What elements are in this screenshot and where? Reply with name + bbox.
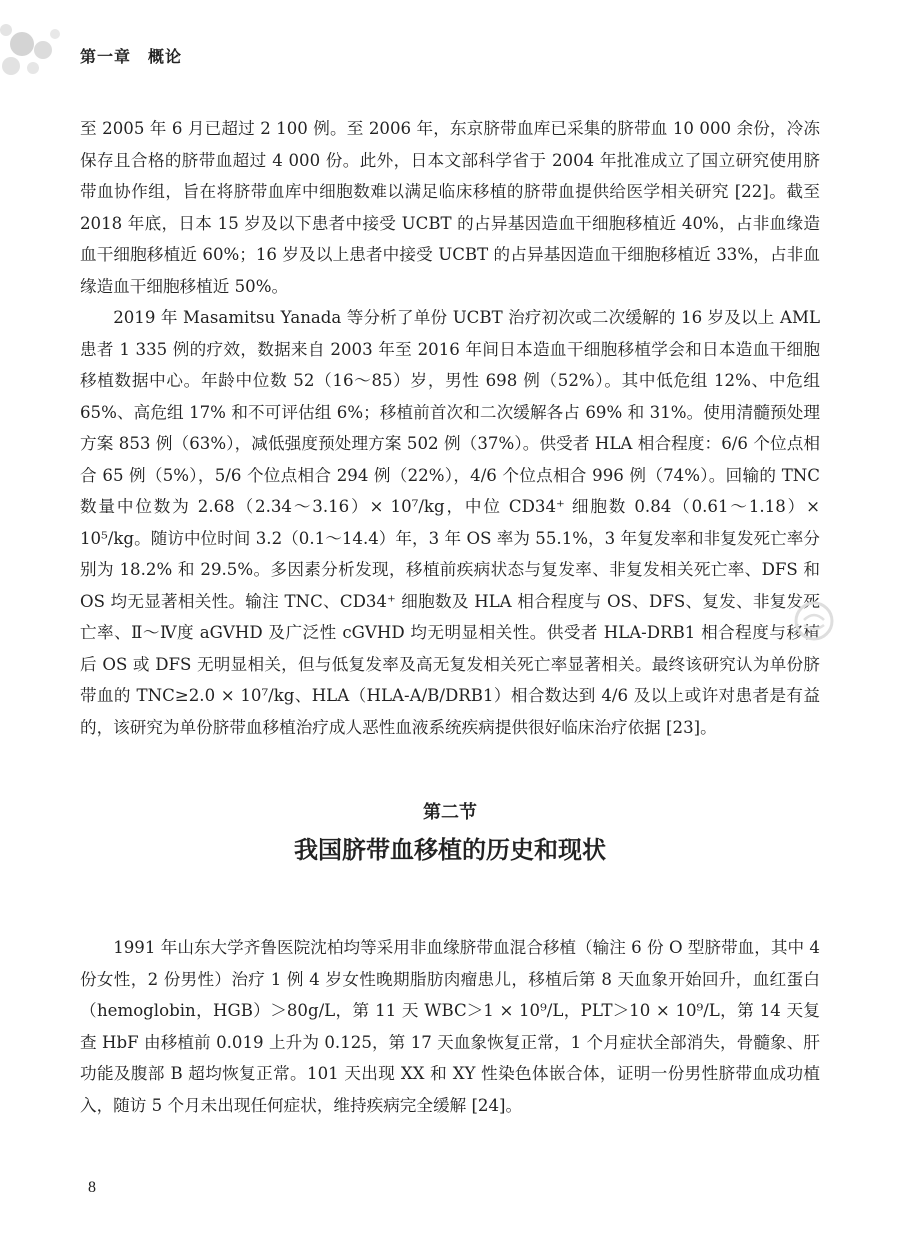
body-text-block-1 [80, 113, 820, 743]
paragraph-2: 2019 年 Masamitsu Yanada 等分析了单份 UCBT 治疗初次或二次缓解的 16 岁及以上 AML 患者 1 335 例的疗效，数据来自 2003 年至 2016 年间日本造血干细胞移植学会和日本造血干细胞移植数据中心。年龄中位数 52（16～85）岁，男性 698 例（52%）。其中低危组 12%、中危组 65%、高危组 17% 和不可评估组 6%；移植前首次和二次缓解各占 69% 和 31%。使用清髓预处理方案 853 例（63%），减低强度预处理方案 502 例（37%）。供受者 HLA 相合程度：6/6 个位点相合 65 例（5%），5/6 个位点相合 294 例（22%），4/6 个位点相合 996 例（74%）。回输的 TNC 数量中位数为 2.68（2.34～3.16）× 10⁷/kg，中位 CD34⁺ 细胞数 0.84（0.61～1.18）× 10⁵/kg。随访中位时间 3.2（0.1～14.4）年，3 年 OS 率为 55.1%，3 年复发率和非复发死亡率分别为 18.2% 和 29.5%。多因素分析发现，移植前疾病状态与复发率、非复发相关死亡率、DFS 和 OS 均无显著相关性。输注 TNC、CD34⁺ 细胞数及 HLA 相合程度与 OS、DFS、复发、非复发死亡率、Ⅱ～Ⅳ度 aGVHD 及广泛性 cGVHD 均无明显相关性。供受者 HLA-DRB1 相合程度与移植后 OS 或 DFS 无明显相关，但与低复发率及高无复发相关死亡率显著相关。最终该研究认为单份脐带血的 TNC≥2.0 × 10⁷/kg、HLA（HLA-A/B/DRB1）相合数达到 4/6 及以上或许对患者是有益的，该研究为单份脐带血移植治疗成人恶性血液系统疾病提供很好临床治疗依据 [23]。 [80, 308, 820, 737]
section-number: 第二节 [423, 802, 477, 823]
body-text-block-2 [80, 932, 820, 1121]
section-heading [80, 800, 820, 870]
chapter-header: 第一章 概论 [80, 47, 183, 66]
page-number: 8 [88, 1179, 96, 1196]
paragraph-1: 至 2005 年 6 月已超过 2 100 例。至 2006 年，东京脐带血库已采集的脐带血 10 000 余份，冷冻保存且合格的脐带血超过 4 000 份。此外，日本文部科学省于 2004 年批准成立了国立研究使用脐带血协作组，旨在将脐带血库中细胞数难以满足临床移植的脐带血提供给医学相关研究 [22]。截至 2018 年底，日本 15 岁及以下患者中接受 UCBT 的占异基因造血干细胞移植近 40%，占非血缘造血干细胞移植近 60%；16 岁及以上患者中接受 UCBT 的占异基因造血干细胞移植近 33%，占非血缘造血干细胞移植近 50%。 [80, 119, 820, 296]
decorative-dots-icon [0, 0, 80, 90]
side-mark-icon [793, 600, 835, 642]
paragraph-3: 1991 年山东大学齐鲁医院沈柏均等采用非血缘脐带血混合移植（输注 6 份 O 型脐带血，其中 4 份女性，2 份男性）治疗 1 例 4 岁女性晚期脂肪肉瘤患儿，移植后第 8 天血象开始回升，血红蛋白（hemoglobin，HGB）＞80g/L，第 11 天 WBC＞1 × 10⁹/L，PLT＞10 × 10⁹/L，第 14 天复查 HbF 由移植前 0.019 上升为 0.125，第 17 天血象恢复正常，1 个月症状全部消失，骨髓象、肝功能及腹部 B 超均恢复正常。101 天出现 XX 和 XY 性染色体嵌合体，证明一份男性脐带血成功植入，随访 5 个月未出现任何症状，维持疾病完全缓解 [24]。 [80, 938, 820, 1115]
section-title: 我国脐带血移植的历史和现状 [294, 836, 606, 864]
